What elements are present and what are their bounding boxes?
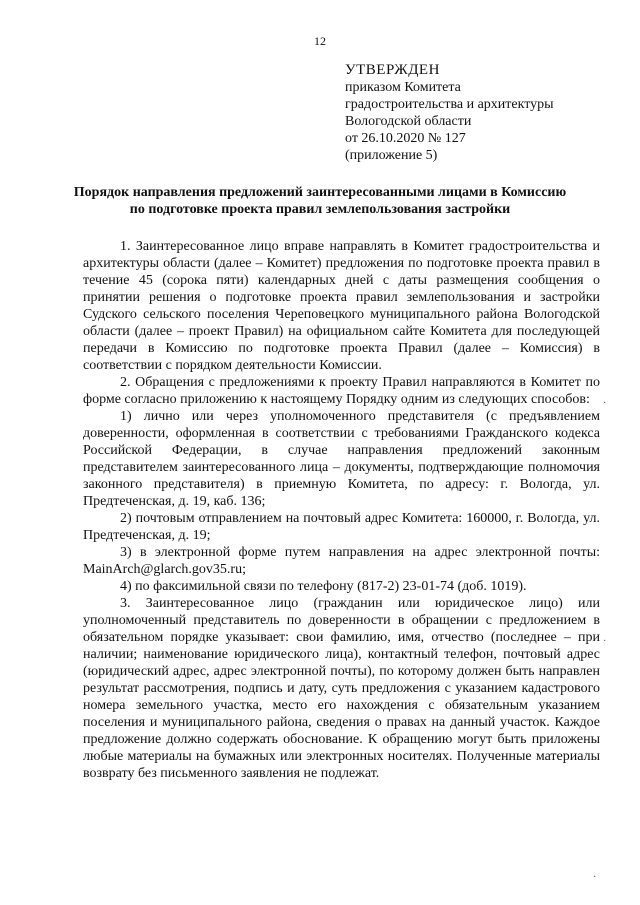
approval-title: УТВЕРЖДЕН <box>345 62 440 78</box>
list-item-4: 4) по факсимильной связи по телефону (817-2) 23-01-74 (доб. 1019). <box>120 579 527 594</box>
document-body <box>83 238 600 782</box>
approval-line-order: приказом Комитета <box>345 80 461 95</box>
paragraph-2: 2. Обращения с предложениями к проекту Правил направляются в Комитет по форме согласно приложению к настоящему Порядку одним из следующих способов: <box>83 375 600 407</box>
list-item-1: 1) лично или через уполномоченного представителя (с предъявлением доверенности, оформленная в соответствии с требованиями Гражданского кодекса Российской Федерации, в случае направления предложений законным представителем заинтересованного лица – документы, подтверждающие полномочия законного представителя) в приемную Комитета, по адресу: г. Вологда, ул. Предтеченская, д. 19, каб. 136; <box>83 409 600 509</box>
approval-line-date: от 26.10.2020 № 127 <box>345 131 466 146</box>
list-item-2: 2) почтовым отправлением на почтовый адрес Комитета: 160000, г. Вологда, ул. Предтеченская, д. 19; <box>83 511 600 543</box>
approval-line-committee: градостроительства и архитектуры <box>345 97 554 112</box>
approval-line-appendix: (приложение 5) <box>345 148 438 163</box>
scan-mark: · <box>603 636 607 647</box>
approval-line-region: Вологодской области <box>345 114 472 129</box>
document-title <box>40 184 600 218</box>
document-title-line-1: Порядок направления предложений заинтересованными лицами в Комиссию <box>73 185 567 200</box>
paragraph-3: 3. Заинтересованное лицо (гражданин или юридическое лицо) или уполномоченный представитель по доверенности в обращении с предложением в обязательном порядке указывает: свои фамилию, имя, отчество (последнее – при наличии; наименование юридического лица), контактный телефон, почтовый адрес (юридический адрес, адрес электронной почты), по которому должен быть направлен результат рассмотрения, подпись и дату, суть предложения с указанием кадастрового номера земельного участка, место его нахождения с обязательным указанием поселения и муниципального района, сведения о правах на данный участок. Каждое предложение должно содержать обоснование. К обращению могут быть приложены любые материалы на бумажных или электронных носителях. Полученные материалы возврату без письменного заявления не подлежат. <box>83 596 600 781</box>
scan-mark: · <box>593 872 597 883</box>
list-item-3: 3) в электронной форме путем направления на адрес электронной почты: MainArch@glarch.gov35.ru; <box>83 545 600 577</box>
approval-stamp <box>345 62 554 164</box>
document-title-line-2: по подготовке проекта правил землепользования застройки <box>129 202 511 217</box>
scan-mark: · <box>603 398 607 409</box>
page-number: 12 <box>314 34 326 48</box>
paragraph-1: 1. Заинтересованное лицо вправе направлять в Комитет градостроительства и архитектуры области (далее – Комитет) предложения по подготовке проекта правил в течение 45 (сорока пяти) календарных дней с даты размещения сообщения о принятии решения о подготовке проекта правил землепользования и застройки Судского сельского поселения Череповецкого муниципального района Вологодской области (далее – проект Правил) на официальном сайте Комитета для последующей передачи в Комиссию по подготовке проекта Правил (далее – Комиссия) в соответствии с порядком деятельности Комиссии. <box>83 239 600 373</box>
